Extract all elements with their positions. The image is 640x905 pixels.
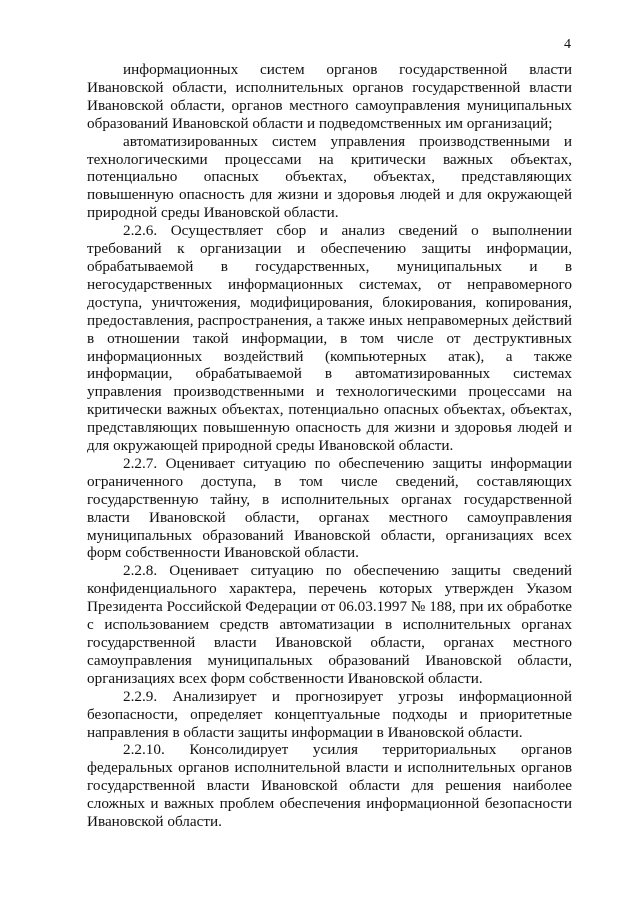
paragraph-information-systems: информационных систем органов государственной власти Ивановской области, исполнительных органов государственной власти Ивановской области, органов местного самоуправления муниципальных образований Ивановской области и подведомственных им организаций; xyxy=(87,61,572,132)
paragraph-2-2-7: 2.2.7. Оценивает ситуацию по обеспечению защиты информации ограниченного доступа, в том числе сведений, составляющих государственную тайну, в исполнительных органах государственной власти Ивановской области, органах местного самоуправления муниципальных образований Ивановской области, организациях всех форм собственности Ивановской области. xyxy=(87,454,572,562)
document-body xyxy=(87,61,572,831)
paragraph-2-2-10: 2.2.10. Консолидирует усилия территориальных органов федеральных органов исполнительной власти и исполнительных органов государственной власти Ивановской области для решения наиболее сложных и важных проблем обеспечения информационной безопасности Ивановской области. xyxy=(87,741,572,831)
paragraph-automated-control-systems: автоматизированных систем управления производственными и технологическими процессами на критически важных объектах, потенциально опасных объектах, объектах, представляющих повышенную опасность для жизни и здоровья людей и для окружающей природной среды Ивановской области. xyxy=(87,132,572,222)
paragraph-2-2-9: 2.2.9. Анализирует и прогнозирует угрозы информационной безопасности, определяет концептуальные подходы и приоритетные направления в области защиты информации в Ивановской области. xyxy=(87,687,572,741)
paragraph-2-2-6: 2.2.6. Осуществляет сбор и анализ сведений о выполнении требований к организации и обеспечению защиты информации, обрабатываемой в государственных, муниципальных и в негосударственных информационных системах, от неправомерного доступа, уничтожения, модифицирования, блокирования, копирования, предоставления, распространения, а также иных неправомерных действий в отношении такой информации, в том числе от деструктивных информационных воздействий (компьютерных атак), а также информации, обрабатываемой в автоматизированных системах управления производственными и технологическими процессами на критически важных объектах, потенциально опасных объектах, объектах, представляющих повышенную опасность для жизни и здоровья людей и для окружающей природной среды Ивановской области. xyxy=(87,222,572,455)
page-number: 4 xyxy=(564,37,571,52)
paragraph-2-2-8: 2.2.8. Оценивает ситуацию по обеспечению защиты сведений конфиденциального характера, перечень которых утвержден Указом Президента Российской Федерации от 06.03.1997 № 188, при их обработке с использованием средств автоматизации в исполнительных органах государственной власти Ивановской области, органах местного самоуправления муниципальных образований Ивановской области, организациях всех форм собственности Ивановской области. xyxy=(87,562,572,687)
